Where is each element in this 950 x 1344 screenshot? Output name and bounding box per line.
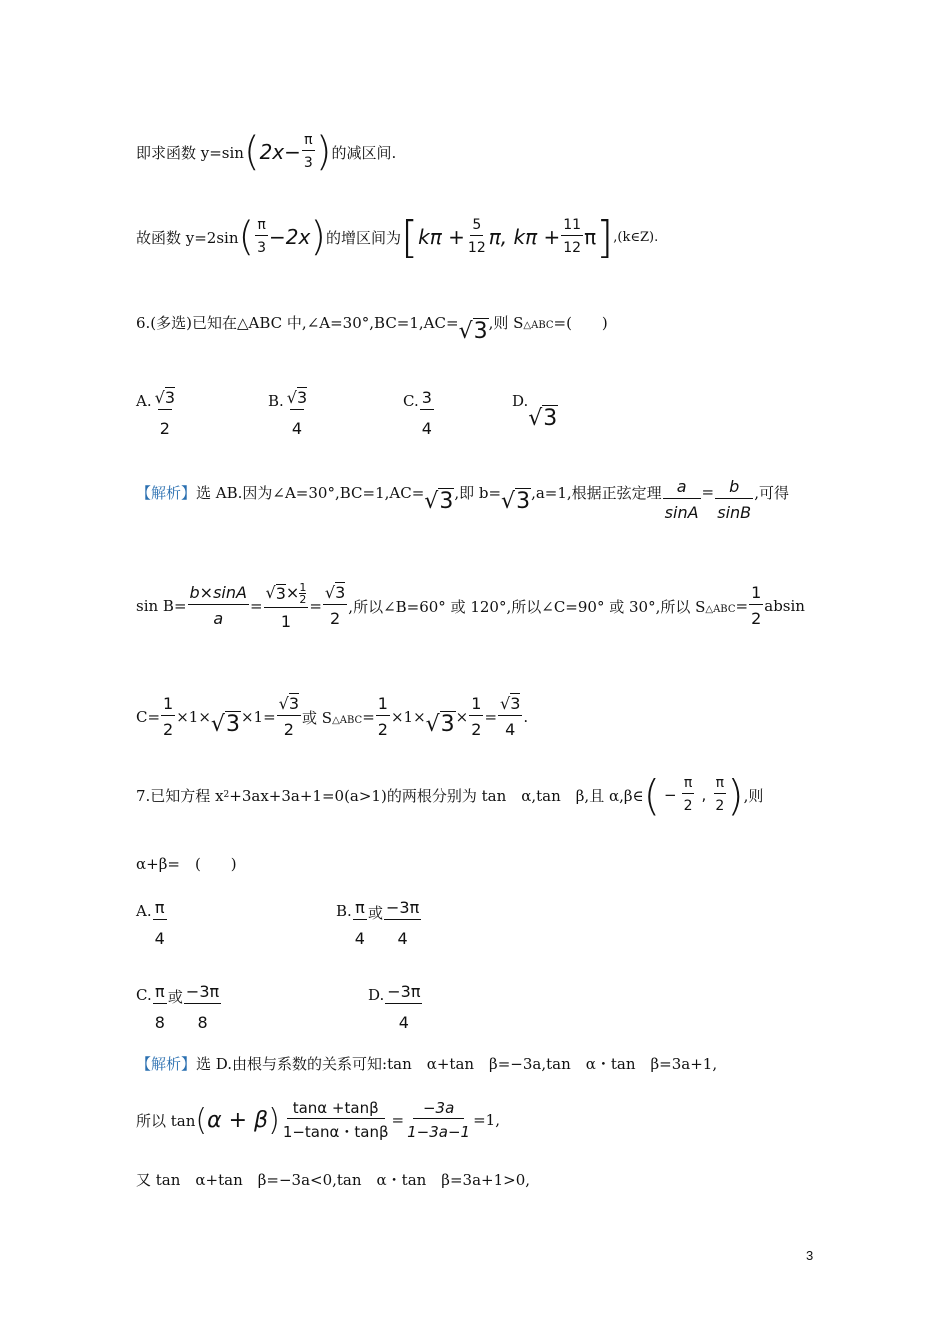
fraction: $\frac{1}{2}$ bbox=[163, 694, 174, 739]
subscript: △ABC bbox=[705, 603, 736, 615]
text: absin bbox=[764, 597, 805, 615]
option-d bbox=[368, 982, 423, 1032]
line-1 bbox=[136, 130, 396, 174]
option-label: C. bbox=[136, 986, 152, 1004]
text: 故函数 y=2sin bbox=[136, 228, 239, 247]
math: −2x bbox=[269, 225, 311, 249]
fraction: $\frac{√3}{2}$ bbox=[278, 694, 300, 739]
paren-right: ) bbox=[727, 770, 744, 820]
superscript: 2 bbox=[223, 790, 230, 800]
text: × bbox=[455, 708, 469, 726]
fraction: $\frac{5}{12}$ bbox=[467, 216, 486, 256]
text: 或 bbox=[167, 988, 183, 1006]
option-label: D. bbox=[512, 392, 529, 410]
text: = bbox=[701, 483, 715, 501]
option-label: A. bbox=[136, 392, 152, 410]
option-a bbox=[136, 388, 178, 438]
option-b bbox=[268, 388, 310, 438]
option-label: A. bbox=[136, 902, 152, 920]
option-label: D. bbox=[368, 986, 385, 1004]
text: sin B= bbox=[136, 597, 187, 615]
bracket-left: [ bbox=[401, 211, 419, 263]
text: = bbox=[362, 708, 375, 726]
subscript: △ABC bbox=[332, 714, 363, 726]
text: = bbox=[391, 1111, 405, 1129]
fraction: $\frac{b}{\sin B}$ bbox=[715, 478, 753, 521]
bracket-right: ] bbox=[596, 211, 614, 263]
text: ,则 bbox=[743, 786, 764, 805]
option-c bbox=[136, 982, 222, 1032]
answer-7-line-1 bbox=[136, 1052, 717, 1074]
text: 又 tan α+tan β=−3a<0,tan α・tan β=3a+1>0, bbox=[136, 1170, 531, 1189]
math: − bbox=[664, 786, 677, 804]
option-d bbox=[512, 388, 558, 438]
text: ×1× bbox=[390, 708, 426, 726]
fraction: $\frac{\tan\alpha +\tan\beta}{1-\tan\alpha・\tan\beta}$ bbox=[282, 1098, 389, 1141]
paren-left: ( bbox=[243, 129, 260, 175]
answer-6-line-1 bbox=[136, 466, 790, 522]
fraction: $\frac{-3\pi}{8}$ bbox=[185, 981, 220, 1032]
sqrt: √3 bbox=[528, 405, 558, 431]
text: . bbox=[523, 708, 529, 726]
question-7 bbox=[136, 768, 763, 822]
fraction: $\frac{3}{4}$ bbox=[421, 387, 432, 438]
option-label: B. bbox=[336, 902, 352, 920]
math: π bbox=[584, 225, 597, 249]
fraction: $\frac{-3a}{1-3a-1}$ bbox=[407, 1098, 471, 1141]
text: ,(k∈Z). bbox=[613, 229, 659, 245]
answer-7-line-3 bbox=[136, 1168, 530, 1190]
paren-right: ) bbox=[268, 1102, 280, 1138]
fraction: $\frac{\pi}{2}$ bbox=[715, 774, 725, 814]
text: ,a=1,根据正弦定理 bbox=[531, 483, 662, 502]
fraction: $\frac{\pi}{3}$ bbox=[303, 131, 313, 171]
answer-6-line-2: sin B= $\frac{b\times\sin A}{a}$ = √ 3 × $\frac{1}{2}$ 1 = $\frac{√3}{2}$ ,所以∠B=60° 或 120°,所以∠C=90° 或 30°,所以 S △ABC = $\frac{1}{2}$ absin bbox=[136, 580, 805, 631]
option-a bbox=[136, 898, 168, 948]
paren-right: ) bbox=[310, 214, 326, 260]
fraction: $\frac{\pi}{8}$ bbox=[154, 981, 165, 1032]
fraction: $\frac{\pi}{2}$ bbox=[683, 774, 693, 814]
text: = bbox=[735, 597, 749, 615]
paren-left: ( bbox=[238, 214, 255, 260]
fraction: $\frac{11}{12}$ bbox=[563, 216, 582, 256]
fraction: $\frac{√3}{4}$ bbox=[500, 694, 521, 739]
sqrt: √3 bbox=[424, 488, 454, 514]
paren-left: ( bbox=[195, 1102, 208, 1138]
math: π, kπ + bbox=[488, 225, 561, 249]
sqrt: √3 bbox=[210, 711, 240, 737]
text: 的减区间. bbox=[331, 143, 397, 162]
text: =( ) bbox=[553, 313, 608, 332]
paren-right: ) bbox=[315, 129, 332, 175]
answer-6-line-3 bbox=[136, 690, 528, 744]
sqrt: √3 bbox=[458, 318, 488, 344]
option-c bbox=[403, 388, 435, 438]
fraction: $\frac{\pi}{4}$ bbox=[154, 897, 165, 948]
text: = bbox=[484, 708, 498, 726]
fraction: $\frac{b\times\sin A}{a}$ bbox=[189, 583, 247, 628]
fraction: $\frac{√3}{2}$ bbox=[324, 583, 346, 628]
fraction: $\frac{\pi}{4}$ bbox=[354, 897, 365, 948]
text: ,所以∠B=60° 或 120°,所以∠C=90° 或 30°,所以 S bbox=[348, 597, 706, 616]
fraction: $\frac{√3}{2}$ bbox=[154, 387, 175, 438]
analysis-tag: 【解析】 bbox=[136, 483, 197, 502]
subscript: △ABC bbox=[523, 319, 554, 331]
sqrt: √3 bbox=[425, 711, 455, 737]
text: C= bbox=[136, 708, 161, 726]
text: 即求函数 y=sin bbox=[136, 143, 244, 162]
text: =1, bbox=[473, 1111, 500, 1129]
text: ,可得 bbox=[754, 483, 790, 502]
text: 6.(多选)已知在△ABC 中,∠A=30°,BC=1,AC= bbox=[136, 313, 459, 332]
fraction: $\frac{1}{2}$ bbox=[377, 694, 388, 739]
text: 所以 tan bbox=[136, 1111, 196, 1130]
text: ×1= bbox=[240, 708, 276, 726]
text: ,即 b= bbox=[454, 483, 502, 502]
line-2 bbox=[136, 212, 658, 262]
text: 选 D.由根与系数的关系可知:tan α+tan β=−3a,tan α・tan β=3a+1, bbox=[196, 1054, 718, 1073]
fraction: $\frac{1}{2}$ bbox=[471, 694, 482, 739]
analysis-tag: 【解析】 bbox=[136, 1054, 197, 1073]
text: 的增区间为 bbox=[325, 228, 401, 247]
text: 选 AB.因为∠A=30°,BC=1,AC= bbox=[196, 483, 425, 502]
option-label: B. bbox=[268, 392, 284, 410]
text: +3ax+3a+1=0(a>1)的两根分别为 tan α,tan β,且 α,β∈ bbox=[229, 786, 644, 805]
text: 或 bbox=[367, 904, 383, 922]
sqrt: √3 bbox=[501, 488, 531, 514]
page-number: 3 bbox=[806, 1248, 814, 1263]
fraction: √ 3 × $\frac{1}{2}$ 1 bbox=[265, 580, 307, 631]
math: α + β bbox=[207, 1107, 269, 1133]
text: 或 S bbox=[302, 708, 333, 727]
option-b bbox=[336, 898, 422, 948]
text: 7.已知方程 x bbox=[136, 786, 224, 805]
paren-left: ( bbox=[643, 770, 661, 820]
text: ×1× bbox=[176, 708, 211, 726]
question-6 bbox=[136, 300, 608, 344]
fraction: $\frac{-3\pi}{4}$ bbox=[386, 897, 420, 948]
fraction: $\frac{√3}{4}$ bbox=[286, 387, 308, 438]
fraction: $\frac{-3\pi}{4}$ bbox=[387, 981, 421, 1032]
fraction: $\frac{\pi}{3}$ bbox=[257, 216, 267, 256]
math: 2x− bbox=[259, 140, 301, 164]
text: α+β= ( ) bbox=[136, 854, 237, 873]
option-label: C. bbox=[403, 392, 419, 410]
fraction: $\frac{a}{\sin A}$ bbox=[664, 477, 699, 522]
question-7-line-2 bbox=[136, 852, 237, 874]
text: ,则 S bbox=[488, 313, 524, 332]
math: , bbox=[701, 786, 707, 804]
answer-7-line-2 bbox=[136, 1094, 500, 1146]
fraction: $\frac{1}{2}$ bbox=[751, 583, 762, 628]
math: kπ + bbox=[418, 225, 465, 249]
